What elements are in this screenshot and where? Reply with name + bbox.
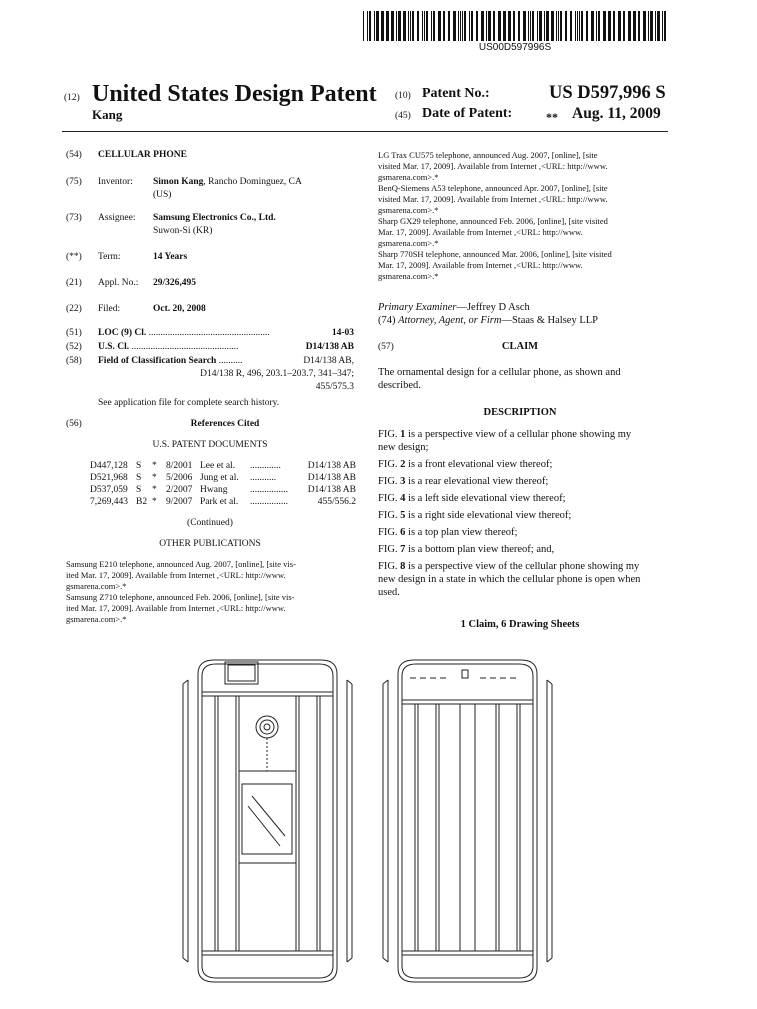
reference-name: Hwang xyxy=(200,485,228,495)
code-21: (21) xyxy=(66,278,82,288)
assignee-name: Samsung Electronics Co., Ltd. xyxy=(153,213,276,223)
reference-kind: S xyxy=(136,473,142,483)
description-item xyxy=(378,509,571,522)
header-rule xyxy=(62,131,668,132)
code-52: (52) xyxy=(66,342,82,352)
primary-examiner: Primary Examiner—Jeffrey D Asch xyxy=(378,302,530,313)
description-text: is a right side elevational view thereof; xyxy=(405,510,572,521)
barcode-bar xyxy=(443,11,445,41)
code-73: (73) xyxy=(66,213,82,223)
barcode-bar xyxy=(503,11,506,41)
description-text: is a left side elevational view thereof; xyxy=(405,493,566,504)
barcode-bar xyxy=(570,11,572,41)
uscl-row: U.S. Cl. ............................................. xyxy=(98,342,239,352)
reference-row xyxy=(90,460,356,472)
attorney-agent: (74) Attorney, Agent, or Firm—Staas & Halsey LLP xyxy=(378,315,598,326)
reference-star: * xyxy=(152,485,157,495)
publication-line: gsmarena.com>.* xyxy=(378,172,439,182)
code-term: (**) xyxy=(66,252,82,262)
description-num: 1 xyxy=(400,429,406,440)
description-num: 2 xyxy=(400,459,406,470)
description-text: new design in a state in which the cellular phone is open when xyxy=(378,574,641,585)
description-num: 7 xyxy=(400,544,406,555)
publication-line: gsmarena.com>.* xyxy=(66,581,127,591)
filed-value: Oct. 20, 2008 xyxy=(153,304,206,314)
barcode-bar xyxy=(618,11,621,41)
reference-kind: S xyxy=(136,461,142,471)
barcode-bar xyxy=(664,11,666,41)
description-item xyxy=(378,586,400,599)
barcode-bar xyxy=(438,11,441,41)
claim-text xyxy=(378,366,668,392)
barcode-bar xyxy=(481,11,484,41)
barcode-bar xyxy=(417,11,419,41)
reference-cls: 455/556.2 xyxy=(317,497,356,507)
barcode-bar xyxy=(424,11,425,41)
barcode-bar xyxy=(518,11,520,41)
drawing-sheets: 1 Claim, 6 Drawing Sheets xyxy=(460,619,580,630)
barcode-bar xyxy=(408,11,409,41)
barcode-bar xyxy=(613,11,615,41)
description-num: 6 xyxy=(400,527,406,538)
description-pre: FIG. xyxy=(378,527,401,538)
barcode-bar xyxy=(551,11,554,41)
description-item xyxy=(378,428,631,441)
reference-date: 5/2006 xyxy=(166,473,193,483)
description-item xyxy=(378,475,548,488)
barcode-bar xyxy=(498,11,501,41)
barcode-bar xyxy=(579,11,580,41)
code-54: (54) xyxy=(66,150,82,160)
barcode-bar xyxy=(565,11,567,41)
barcode-bar xyxy=(433,11,435,41)
publication-line: Mar. 17, 2009]. Available from Internet ,<URL: http://www. xyxy=(378,227,583,237)
barcode-bar xyxy=(655,11,656,41)
barcode-bar xyxy=(386,11,389,41)
rear-view-drawing xyxy=(380,656,555,986)
uscl-value: D14/138 AB xyxy=(305,342,354,352)
description-item xyxy=(378,573,640,586)
barcode-bar xyxy=(537,11,538,41)
barcode-bar xyxy=(374,11,375,41)
right-publications-list xyxy=(378,150,668,282)
description-item xyxy=(378,492,566,505)
description-heading: DESCRIPTION xyxy=(483,407,557,418)
reference-dots: ................ xyxy=(250,485,288,495)
reference-star: * xyxy=(152,473,157,483)
barcode-bar xyxy=(539,11,542,41)
description-text: is a bottom plan view thereof; and, xyxy=(405,544,555,555)
reference-doc: D521,968 xyxy=(90,473,128,483)
code-58: (58) xyxy=(66,356,82,366)
appl-label: Appl. No.: xyxy=(98,278,139,288)
description-pre: FIG. xyxy=(378,561,401,572)
barcode-bar xyxy=(431,11,432,41)
claim-heading: CLAIM xyxy=(501,341,539,352)
barcode-bar xyxy=(363,11,364,41)
front-view-drawing xyxy=(180,656,355,986)
barcode-image xyxy=(363,11,668,41)
barcode-bar xyxy=(476,11,478,41)
publication-line: gsmarena.com>.* xyxy=(378,205,439,215)
reference-date: 8/2001 xyxy=(166,461,193,471)
field-value-2: D14/138 R, 496, 203.1–203.7, 341–347; xyxy=(200,369,354,379)
description-num: 8 xyxy=(400,561,406,572)
barcode-bar xyxy=(508,11,511,41)
publication-line: Sharp 770SH telephone, announced Mar. 2006, [online], [site visited xyxy=(378,249,612,259)
description-text: is a front elevational view thereof; xyxy=(405,459,553,470)
reference-star: * xyxy=(152,461,157,471)
barcode-bar xyxy=(591,11,594,41)
claim-line: The ornamental design for a cellular phone, as shown and xyxy=(378,367,621,378)
description-item xyxy=(378,543,554,556)
reference-cls: D14/138 AB xyxy=(307,473,356,483)
assignee-location: Suwon-Si (KR) xyxy=(153,226,213,236)
publication-line: gsmarena.com>.* xyxy=(378,271,439,281)
publication-line: BenQ-Siemens A53 telephone, announced Apr. 2007, [online], [site xyxy=(378,183,608,193)
description-num: 5 xyxy=(400,510,406,521)
code-75: (75) xyxy=(66,177,82,187)
reference-date: 9/2007 xyxy=(166,497,193,507)
barcode-bar xyxy=(462,11,463,41)
barcode-bar xyxy=(628,11,631,41)
barcode-bar xyxy=(398,11,401,41)
barcode-bar xyxy=(530,11,531,41)
barcode-bar xyxy=(596,11,597,41)
reference-doc: D447,128 xyxy=(90,461,128,471)
reference-dots: ........... xyxy=(250,473,277,483)
barcode-bar xyxy=(648,11,649,41)
code-51: (51) xyxy=(66,328,82,338)
description-item xyxy=(378,441,428,454)
description-pre: FIG. xyxy=(378,429,401,440)
other-publications-list xyxy=(66,559,358,625)
barcode-bar xyxy=(469,11,470,41)
inventor-label: Inventor: xyxy=(98,177,133,187)
reference-dots: ................ xyxy=(250,497,288,507)
barcode-bar xyxy=(598,11,600,41)
barcode-bar xyxy=(558,11,559,41)
barcode-bar xyxy=(396,11,397,41)
field-note: See application file for complete search history. xyxy=(98,398,280,408)
field-value-1: D14/138 AB, xyxy=(303,356,354,366)
publication-line: Samsung Z710 telephone, announced Feb. 2006, [online], [site vis- xyxy=(66,592,295,602)
barcode-bar xyxy=(471,11,473,41)
code-56: (56) xyxy=(66,419,82,429)
description-num: 3 xyxy=(400,476,406,487)
description-pre: FIG. xyxy=(378,459,401,470)
barcode-bar xyxy=(513,11,515,41)
barcode-number: US00D597996S xyxy=(478,42,552,53)
filed-label: Filed: xyxy=(98,304,121,314)
barcode-bar xyxy=(577,11,578,41)
code-22: (22) xyxy=(66,304,82,314)
publication-line: Sharp GX29 telephone, announced Feb. 2006, [online], [site visited xyxy=(378,216,608,226)
barcode-bar xyxy=(544,11,545,41)
patent-number: US D597,996 S xyxy=(549,83,666,103)
reference-name: Jung et al. xyxy=(200,473,239,483)
barcode-bar xyxy=(403,11,406,41)
publication-line: gsmarena.com>.* xyxy=(378,238,439,248)
code-12: (12) xyxy=(64,93,80,103)
patent-date: Aug. 11, 2009 xyxy=(572,105,661,122)
references-heading: References Cited xyxy=(190,419,260,429)
term-label: Term: xyxy=(98,252,121,262)
inventor-value: Simon Kang, Rancho Dominguez, CA xyxy=(153,177,302,187)
publication-line: visited Mar. 17, 2009]. Available from Internet ,<URL: http://www. xyxy=(378,194,608,204)
description-pre: FIG. xyxy=(378,476,401,487)
other-publications-heading: OTHER PUBLICATIONS xyxy=(159,539,261,549)
barcode-bar xyxy=(381,11,384,41)
reference-table xyxy=(90,460,356,508)
barcode-bar xyxy=(412,11,414,41)
code-57: (57) xyxy=(378,342,394,352)
reference-kind: S xyxy=(136,485,142,495)
barcode-bar xyxy=(367,11,368,41)
publication-line: ited Mar. 17, 2009]. Available from Internet ,<URL: http://www. xyxy=(66,603,286,613)
reference-date: 2/2007 xyxy=(166,485,193,495)
barcode-bar xyxy=(528,11,529,41)
barcode-bar xyxy=(464,11,466,41)
barcode-bar xyxy=(603,11,606,41)
barcode-bar xyxy=(369,11,371,41)
publication-line: ited Mar. 17, 2009]. Available from Internet ,<URL: http://www. xyxy=(66,570,286,580)
description-text: new design; xyxy=(378,442,429,453)
publication-line: gsmarena.com>.* xyxy=(66,614,127,624)
barcode-bar xyxy=(623,11,625,41)
design-title: CELLULAR PHONE xyxy=(98,150,187,160)
barcode-bar xyxy=(575,11,576,41)
barcode-bar xyxy=(488,11,491,41)
description-num: 4 xyxy=(400,493,406,504)
barcode-bar xyxy=(608,11,611,41)
reference-name: Park et al. xyxy=(200,497,239,507)
term-value: 14 Years xyxy=(153,252,188,262)
reference-dots: ............. xyxy=(250,461,281,471)
code-45: (45) xyxy=(395,111,411,121)
reference-doc: D537,059 xyxy=(90,485,128,495)
barcode-bar xyxy=(546,11,549,41)
barcode-bar xyxy=(523,11,526,41)
publication-line: visited Mar. 17, 2009]. Available from Internet ,<URL: http://www. xyxy=(378,161,608,171)
continued-label: (Continued) xyxy=(187,518,233,528)
description-pre: FIG. xyxy=(378,510,401,521)
barcode-bar xyxy=(458,11,459,41)
appl-value: 29/326,495 xyxy=(153,278,197,288)
date-label: Date of Patent: xyxy=(422,106,513,121)
code-10: (10) xyxy=(395,91,411,101)
description-pre: FIG. xyxy=(378,544,401,555)
description-text: is a perspective view of a cellular phone showing my xyxy=(405,429,632,440)
description-text: is a top plan view thereof; xyxy=(405,527,518,538)
barcode-bar xyxy=(410,11,411,41)
barcode-bar xyxy=(662,11,663,41)
barcode-bar xyxy=(493,11,495,41)
barcode-bar xyxy=(643,11,646,41)
patent-no-label: Patent No.: xyxy=(422,86,490,101)
barcode-bar xyxy=(460,11,461,41)
claim-line: described. xyxy=(378,380,421,391)
description-pre: FIG. xyxy=(378,493,401,504)
description-text: is a rear elevational view thereof; xyxy=(405,476,549,487)
reference-doc: 7,269,443 xyxy=(90,497,128,507)
barcode-bar xyxy=(581,11,583,41)
publication-line: Mar. 17, 2009]. Available from Internet ,<URL: http://www. xyxy=(378,260,583,270)
barcode-bar xyxy=(532,11,534,41)
inventor-country: (US) xyxy=(153,190,172,200)
reference-star: * xyxy=(152,497,157,507)
reference-cls: D14/138 AB xyxy=(307,485,356,495)
reference-row xyxy=(90,496,356,508)
publication-line: LG Trax CU575 telephone, announced Aug. 2007, [online], [site xyxy=(378,150,598,160)
barcode-bar xyxy=(633,11,636,41)
field-search-row: Field of Classification Search .......... xyxy=(98,356,243,366)
barcode-bar xyxy=(650,11,653,41)
barcode-bar xyxy=(586,11,588,41)
reference-row xyxy=(90,484,356,496)
description-text: is a perspective view of the cellular phone showing my xyxy=(405,561,640,572)
field-value-3: 455/575.3 xyxy=(315,382,354,392)
barcode-bar xyxy=(560,11,562,41)
description-text: used. xyxy=(378,587,400,598)
barcode-bar xyxy=(391,11,394,41)
barcode-bar xyxy=(453,11,456,41)
reference-name: Lee et al. xyxy=(200,461,236,471)
assignee-label: Assignee: xyxy=(98,213,136,223)
barcode-bar xyxy=(638,11,640,41)
barcode-bar xyxy=(376,11,379,41)
publication-line: Samsung E210 telephone, announced Aug. 2007, [online], [site vis- xyxy=(66,559,296,569)
loc-row: LOC (9) Cl. ................................................... xyxy=(98,328,270,338)
barcode-bar xyxy=(556,11,557,41)
description-item xyxy=(378,560,639,573)
barcode-bar xyxy=(422,11,423,41)
document-title: United States Design Patent xyxy=(92,81,377,107)
us-patent-docs-heading: U.S. PATENT DOCUMENTS xyxy=(152,440,268,450)
loc-value: 14-03 xyxy=(318,327,354,339)
description-item xyxy=(378,526,517,539)
reference-row xyxy=(90,472,356,484)
reference-cls: D14/138 AB xyxy=(307,461,356,471)
reference-kind: B2 xyxy=(136,497,148,507)
barcode-bar xyxy=(657,11,660,41)
barcode-bar xyxy=(486,11,487,41)
inventor-surname: Kang xyxy=(92,107,123,122)
date-marker: ** xyxy=(546,110,558,124)
barcode-bar xyxy=(448,11,450,41)
description-item xyxy=(378,458,552,471)
barcode-bar xyxy=(426,11,428,41)
